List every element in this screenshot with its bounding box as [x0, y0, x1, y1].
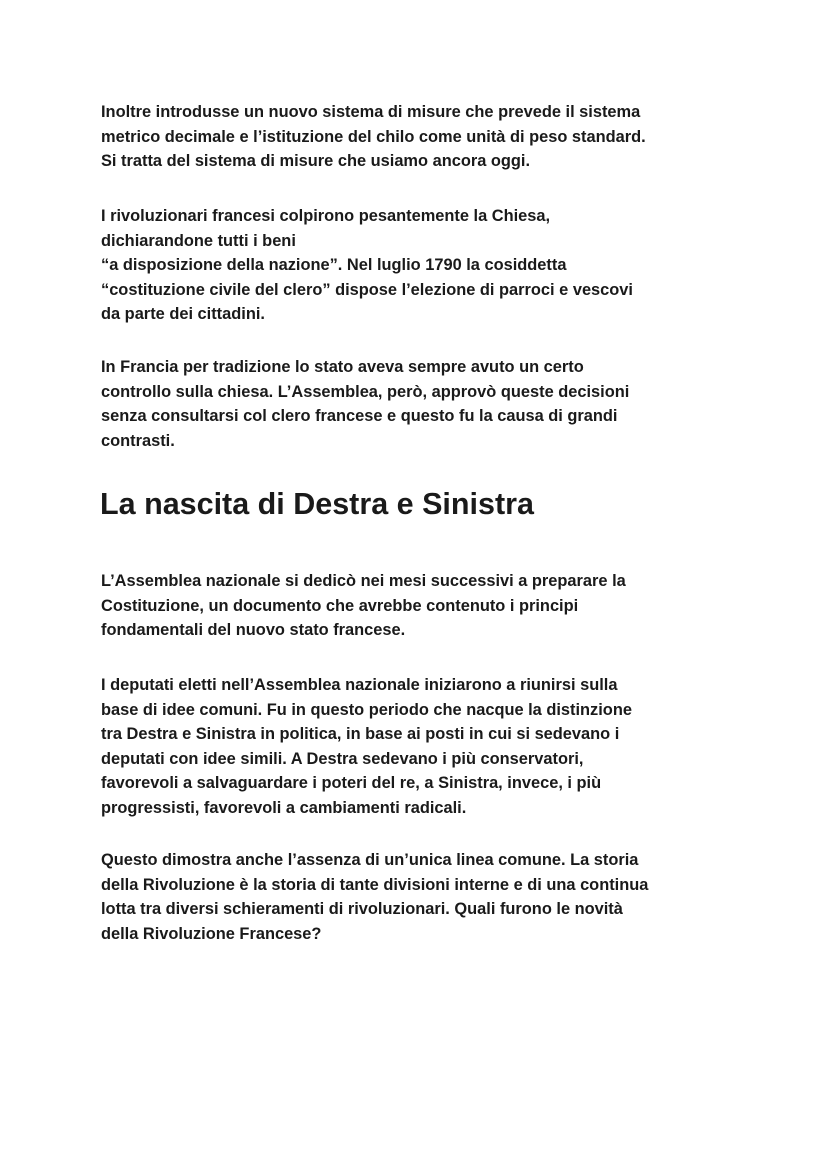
- section-heading: La nascita di Destra e Sinistra: [100, 487, 534, 521]
- text-line: Si tratta del sistema di misure che usiamo ancora oggi.: [101, 152, 531, 171]
- text-line: In Francia per tradizione lo stato aveva sempre avuto un certo: [101, 358, 584, 376]
- text-line: Questo dimostra anche l’assenza di un’unica linea comune. La storia: [101, 851, 639, 869]
- paragraph-internal-divisions: [101, 848, 741, 946]
- paragraph-left-right-distinction: [101, 673, 741, 821]
- text-line: Costituzione, un documento che avrebbe contenuto i principi: [101, 596, 579, 615]
- text-line: favorevoli a salvaguardare i poteri del re, a Sinistra, invece, i più: [101, 774, 602, 793]
- text-line: I rivoluzionari francesi colpirono pesantemente la Chiesa,: [101, 207, 551, 225]
- text-line: metrico decimale e l’istituzione del chilo come unità di peso standard.: [101, 127, 646, 146]
- text-line: progressisti, favorevoli a cambiamenti radicali.: [101, 798, 467, 817]
- text-line: senza consultarsi col clero francese e questo fu la causa di grandi: [101, 407, 618, 426]
- text-line: della Rivoluzione è la storia di tante divisioni interne e di una continua: [101, 875, 649, 894]
- text-line: Inoltre introdusse un nuovo sistema di misure che prevede il sistema: [101, 103, 641, 121]
- text-line: dichiarandone tutti i beni: [101, 231, 296, 250]
- paragraph-church: [101, 204, 741, 327]
- paragraph-state-church-control: [101, 355, 741, 453]
- text-line: tra Destra e Sinistra in politica, in base ai posti in cui si sedevano i: [101, 725, 620, 744]
- text-line: della Rivoluzione Francese?: [101, 924, 322, 943]
- text-line: L’Assemblea nazionale si dedicò nei mesi successivi a preparare la: [101, 572, 626, 590]
- text-line: “costituzione civile del clero” dispose l’elezione di parroci e vescovi: [101, 280, 633, 299]
- text-line: fondamentali del nuovo stato francese.: [101, 621, 406, 640]
- paragraph-measurement-system: [101, 100, 741, 174]
- text-line: base di idee comuni. Fu in questo periodo che nacque la distinzione: [101, 700, 632, 719]
- text-line: da parte dei cittadini.: [101, 305, 265, 324]
- text-line: I deputati eletti nell’Assemblea nazionale iniziarono a riunirsi sulla: [101, 676, 618, 694]
- text-line: controllo sulla chiesa. L’Assemblea, però, approvò queste decisioni: [101, 382, 630, 401]
- text-line: deputati con idee simili. A Destra sedevano i più conservatori,: [101, 749, 584, 768]
- text-line: “a disposizione della nazione”. Nel luglio 1790 la cosiddetta: [101, 256, 567, 275]
- paragraph-constitution: [101, 569, 741, 643]
- text-line: contrasti.: [101, 431, 175, 450]
- text-line: lotta tra diversi schieramenti di rivoluzionari. Quali furono le novità: [101, 900, 623, 919]
